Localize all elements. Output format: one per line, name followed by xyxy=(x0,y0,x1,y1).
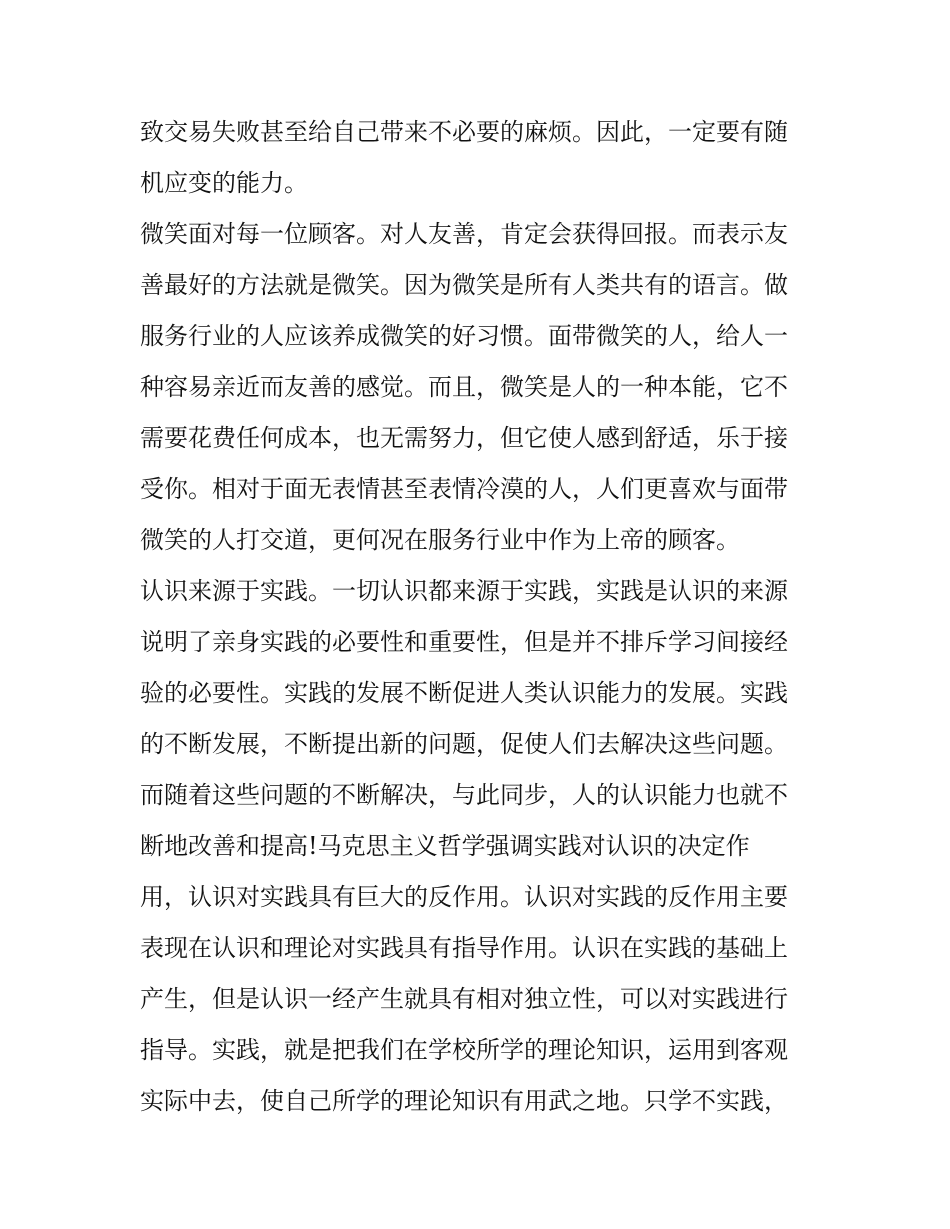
text-line: 认识来源于实践。一切认识都来源于实践，实践是认识的来源 xyxy=(140,577,788,605)
text-line: 断地改善和提高!马克思主义哲学强调实践对认识的决定作 xyxy=(140,832,750,860)
text-line: 产生，但是认识一经产生就具有相对独立性，可以对实践进行 xyxy=(140,985,788,1013)
text-line: 受你。相对于面无表情甚至表情冷漠的人，人们更喜欢与面带 xyxy=(140,475,788,503)
text-line: 说明了亲身实践的必要性和重要性，但是并不排斥学习间接经 xyxy=(140,628,788,656)
text-line: 而随着这些问题的不断解决，与此同步，人的认识能力也就不 xyxy=(140,781,788,809)
text-line: 验的必要性。实践的发展不断促进人类认识能力的发展。实践 xyxy=(140,679,788,707)
text-line: 表现在认识和理论对实践具有指导作用。认识在实践的基础上 xyxy=(140,934,788,962)
text-line: 致交易失败甚至给自己带来不必要的麻烦。因此，一定要有随 xyxy=(140,118,788,146)
text-line: 实际中去，使自己所学的理论知识有用武之地。只学不实践， xyxy=(140,1087,788,1115)
text-line: 微笑的人打交道，更何况在服务行业中作为上帝的顾客。 xyxy=(140,526,740,554)
text-line: 需要花费任何成本，也无需努力，但它使人感到舒适，乐于接 xyxy=(140,424,788,452)
text-line: 服务行业的人应该养成微笑的好习惯。面带微笑的人，给人一 xyxy=(140,322,788,350)
text-line: 善最好的方法就是微笑。因为微笑是所有人类共有的语言。做 xyxy=(140,271,788,299)
text-line: 种容易亲近而友善的感觉。而且，微笑是人的一种本能，它不 xyxy=(140,373,788,401)
text-line: 指导。实践，就是把我们在学校所学的理论知识，运用到客观 xyxy=(140,1036,788,1064)
text-line: 微笑面对每一位顾客。对人友善，肯定会获得回报。而表示友 xyxy=(140,220,788,248)
text-line: 机应变的能力。 xyxy=(140,169,308,197)
text-line: 的不断发展，不断提出新的问题，促使人们去解决这些问题。 xyxy=(140,730,788,758)
text-line: 用，认识对实践具有巨大的反作用。认识对实践的反作用主要 xyxy=(140,883,788,911)
body-text xyxy=(140,107,820,1127)
